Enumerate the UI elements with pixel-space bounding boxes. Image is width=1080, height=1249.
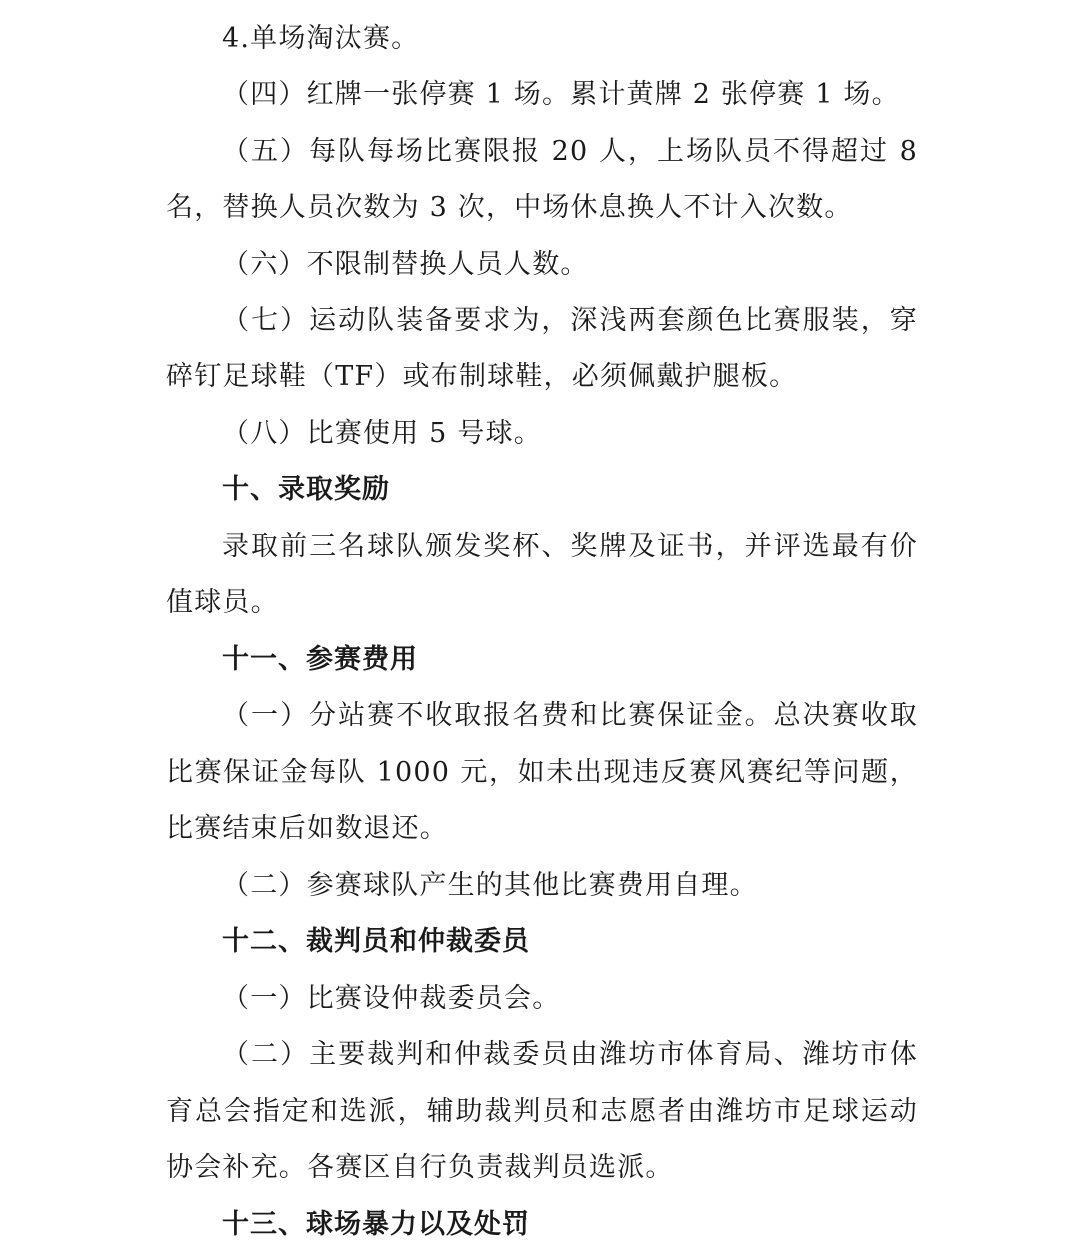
fees-item-deposit-line1: （一）分站赛不收取报名费和比赛保证金。总决赛收取 — [222, 700, 918, 731]
fees-item-deposit-line3: 比赛结束后如数退还。 — [166, 813, 448, 844]
rule-item-ball-size: （八）比赛使用 5 号球。 — [222, 418, 542, 449]
section-heading-fees: 十一、参赛费用 — [222, 644, 418, 675]
rule-item-squad-size-line2: 名，替换人员次数为 3 次，中场休息换人不计入次数。 — [166, 192, 853, 223]
section-heading-referees: 十二、裁判员和仲裁委员 — [222, 926, 530, 957]
section-heading-violence-penalties: 十三、球场暴力以及处罚 — [222, 1209, 530, 1240]
rule-item-squad-size-line1: （五）每队每场比赛限报 20 人，上场队员不得超过 8 — [222, 136, 918, 167]
fees-item-other-costs: （二）参赛球队产生的其他比赛费用自理。 — [222, 870, 758, 901]
referees-item-appointment-line1: （二）主要裁判和仲裁委员由潍坊市体育局、潍坊市体 — [222, 1039, 918, 1070]
rule-item-red-card: （四）红牌一张停赛 1 场。累计黄牌 2 张停赛 1 场。 — [222, 79, 900, 110]
list-item-single-elimination: 4.单场淘汰赛。 — [222, 23, 420, 54]
awards-paragraph-line2: 值球员。 — [166, 587, 279, 618]
referees-item-appointment-line2: 育总会指定和选派，辅助裁判员和志愿者由潍坊市足球运动 — [166, 1096, 918, 1127]
rule-item-equipment-line1: （七）运动队装备要求为，深浅两套颜色比赛服装，穿 — [222, 305, 918, 336]
awards-paragraph-line1: 录取前三名球队颁发奖杯、奖牌及证书，并评选最有价 — [222, 531, 918, 562]
fees-item-deposit-line2: 比赛保证金每队 1000 元，如未出现违反赛风赛纪等问题， — [166, 757, 918, 788]
referees-item-committee: （一）比赛设仲裁委员会。 — [222, 983, 561, 1014]
rule-item-substitutions: （六）不限制替换人员人数。 — [222, 249, 589, 280]
rule-item-equipment-line2: 碎钉足球鞋（TF）或布制球鞋，必须佩戴护腿板。 — [166, 361, 798, 392]
referees-item-appointment-line3: 协会补充。各赛区自行负责裁判员选派。 — [166, 1152, 674, 1183]
section-heading-awards: 十、录取奖励 — [222, 474, 390, 505]
